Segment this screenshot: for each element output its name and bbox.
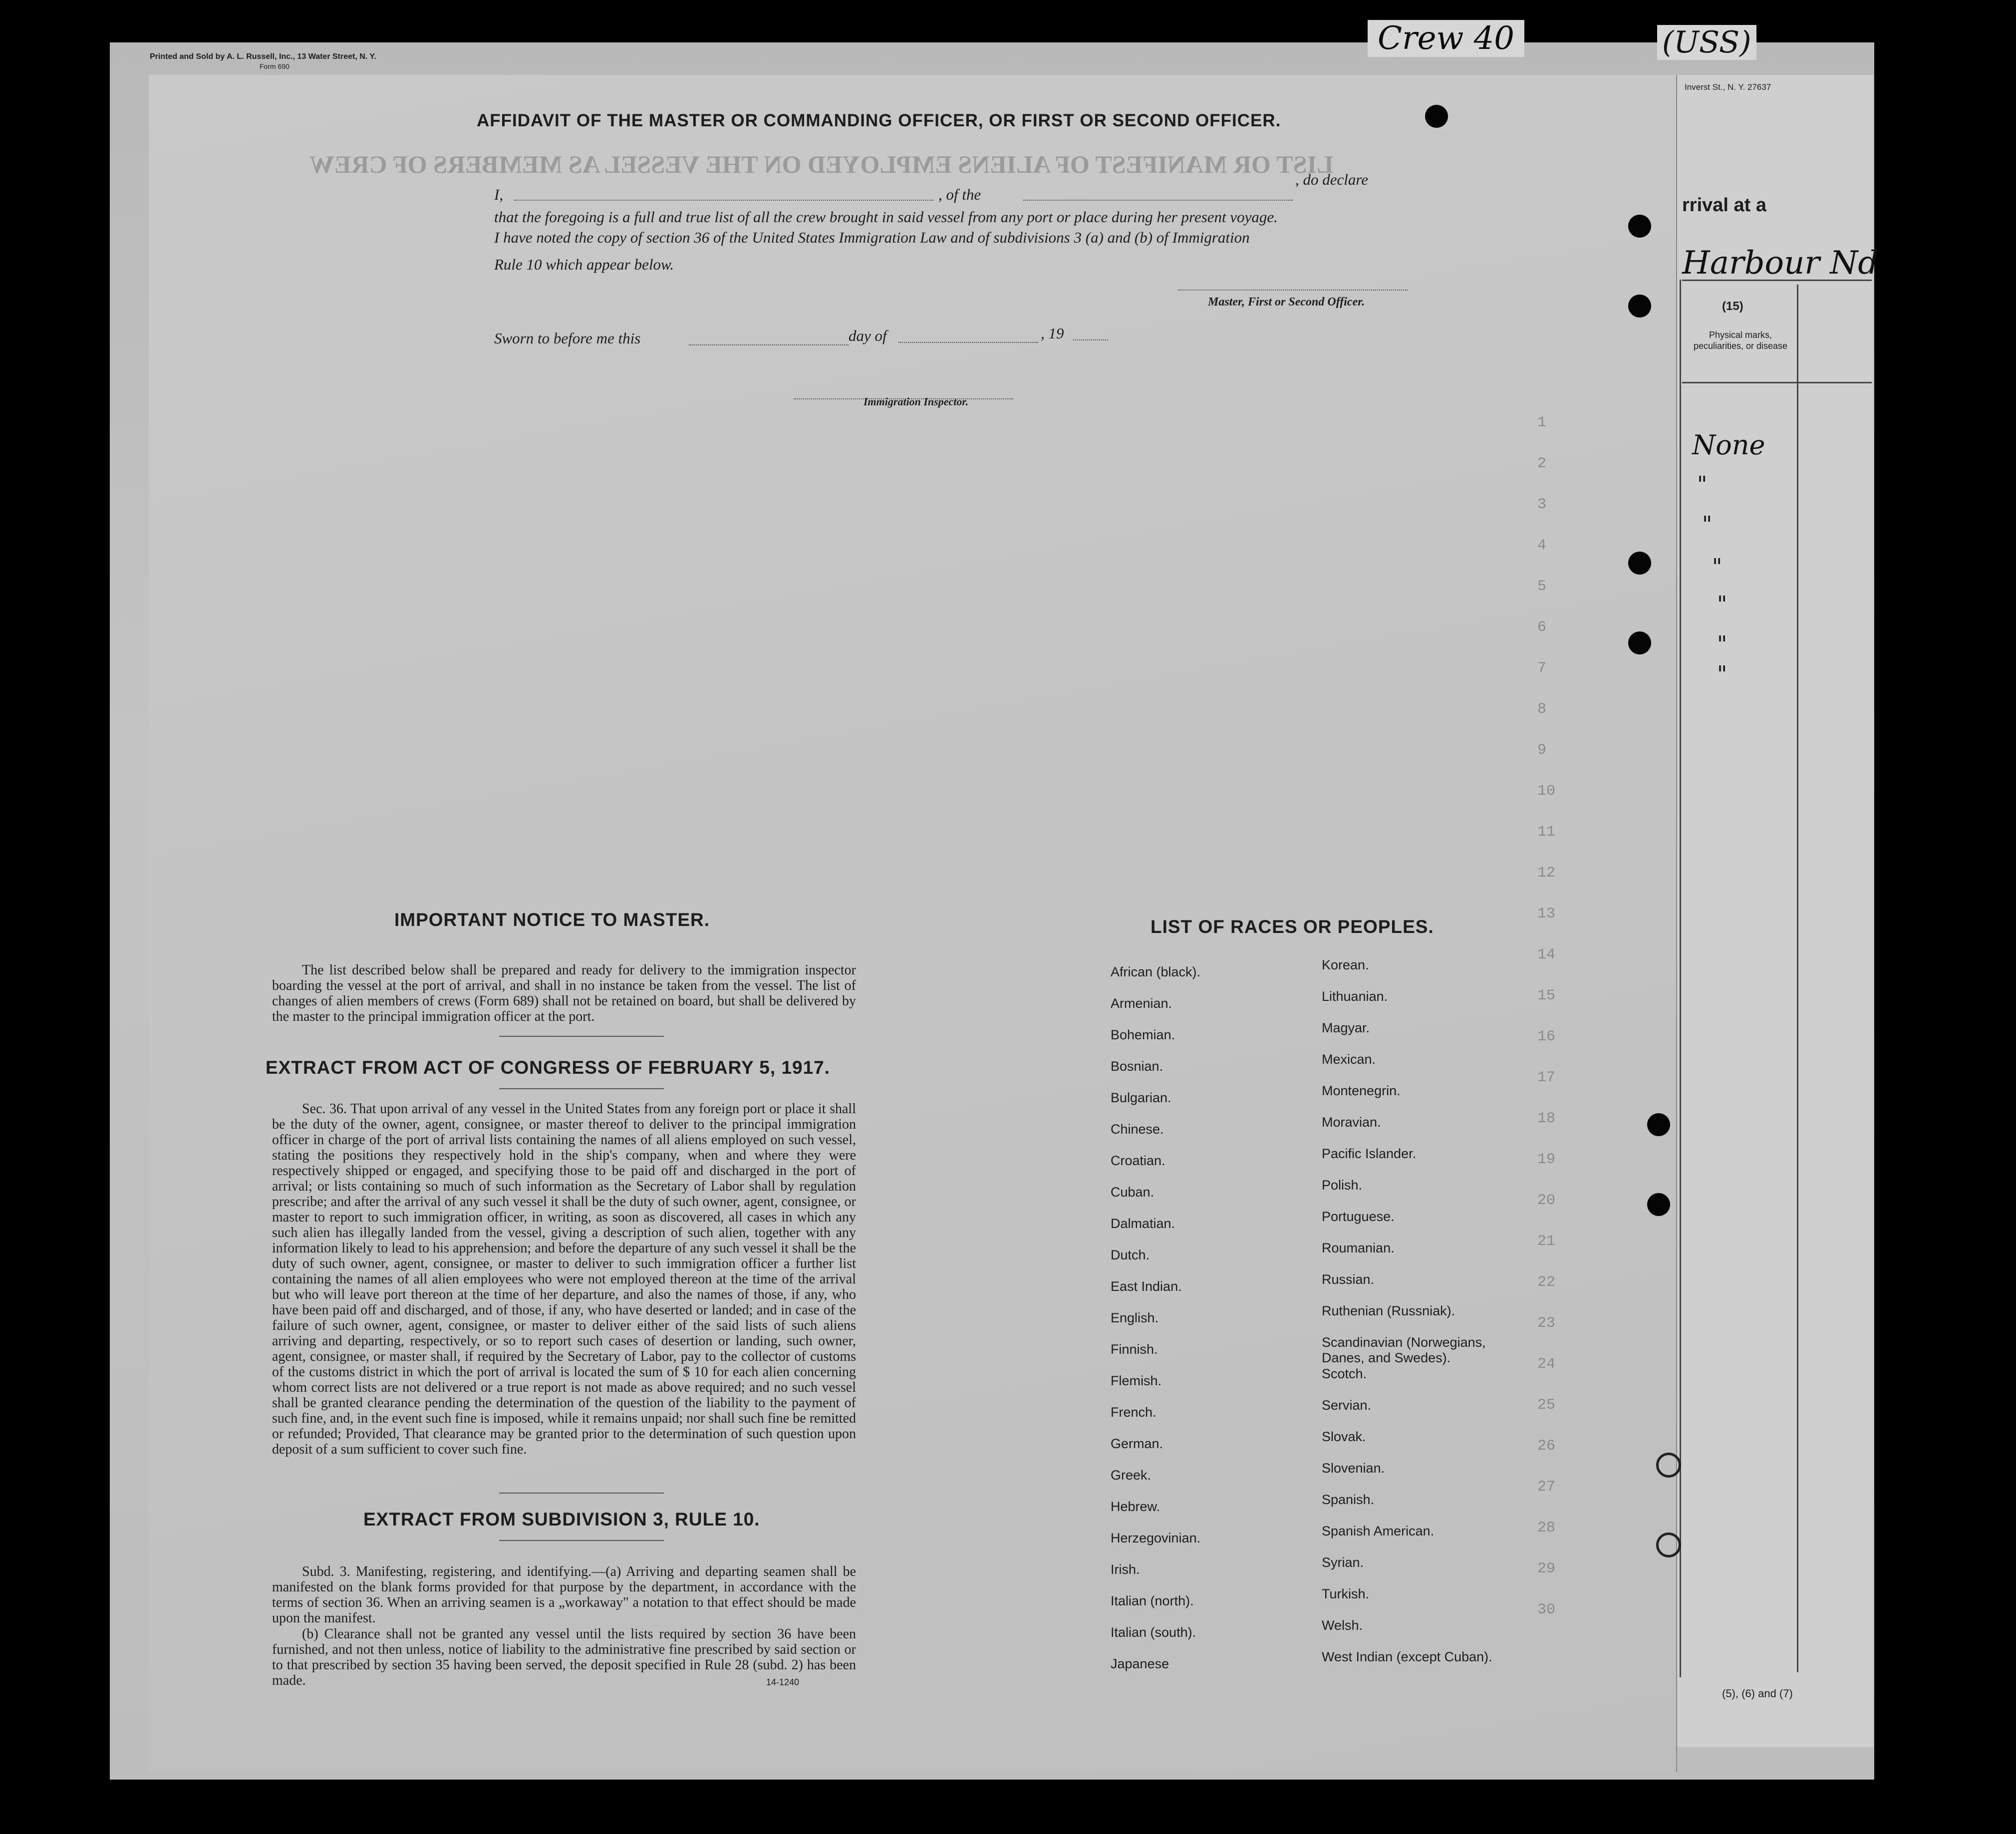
row-number: 28 [1537,1520,1556,1536]
ditto-mark: " [1697,472,1708,497]
races-left-column [1111,964,1300,1683]
row-number: 5 [1537,578,1547,595]
inspector-label: Immigration Inspector. [864,395,969,408]
extract-act-title: EXTRACT FROM ACT OF CONGRESS OF FEBRUARY 5, 1917. [266,1057,831,1078]
row-number: 12 [1537,865,1556,882]
divider [499,1036,664,1037]
race-item: Welsh. [1322,1618,1363,1633]
extract-act-text: Sec. 36. That upon arrival of any vessel in the United States from any foreign port or place it shall be the duty of the owner, agent, consignee, or master thereof to deliver to the principal immigration officer in charge of the port of arrival lists containing the names of all aliens employed on such vessel, stating the positions they respectively hold in the ship's company, when and where they were respectively shipped or engaged, and specifying those to be paid off and discharged in the port of arrival; or lists containing so much of such information as the Secretary of Labor shall by regulation prescribe; and after the arrival of any such vessel it shall be the duty of such owner, agent, consignee, or master to report to such immigration officer, in writing, as soon as discovered, all cases in which any such alien has illegally landed from the vessel, giving a description of such alien, together with any information likely to lead to his apprehension; and before the departure of any such vessel it shall be the duty of such owner, agent, consignee, or master to deliver to such immigration officer a further list containing the names of all alien employees who were not employed thereon at the time of the arrival but who will leave port thereon at the time of her departure, and also the names of those, if any, who have been paid off and discharged, and of those, if any, who have deserted or landed; and in case of the failure of such owner, agent, consignee, or master to deliver either of the said lists of such aliens arriving and departing, respectively, or so to report such cases of desertion or landing, such owner, agent, consignee, or master shall, if required by the Secretary of Labor, pay to the collector of customs of the customs district in which the port of arrival is located the sum of $ 10 for each alien concerning whom correct lists are not delivered or a true report is not made as above required; and no such vessel shall be granted clearance pending the determination of the question of the liability to the payment of such fine, and, in the event such fine is imposed, while it remains unpaid; nor shall such fine be remitted or refunded; Provided, That clearance may be granted prior to the determination of such question upon deposit of a sum sufficient to cover such fine. [272,1101,856,1457]
binder-ring [1656,1453,1681,1478]
row-number: 24 [1537,1356,1556,1373]
row-number: 19 [1537,1151,1556,1168]
race-item: Servian. [1322,1398,1372,1413]
month-blank[interactable] [898,342,1038,343]
race-item: Portuguese. [1322,1209,1395,1224]
affidavit-line-2: I have noted the copy of section 36 of the United States Immigration Law and of subdivisions 3 (a) and (b) of Immigration [494,229,1250,246]
race-item: Polish. [1322,1178,1363,1193]
binder-hole [1628,552,1651,575]
binder-hole [1628,631,1651,654]
race-item: Scandinavian (Norwegians, Danes, and Swedes). [1322,1335,1486,1365]
crew-count-handwriting: Crew 40 [1368,20,1524,57]
affidavit-line-3: Rule 10 which appear below. [494,256,674,273]
race-item: Croatian. [1111,1153,1165,1168]
race-item: German. [1111,1436,1163,1451]
race-item: Italian (south). [1111,1625,1196,1640]
row-number: 11 [1537,824,1556,841]
extract-rule-text-b: (b) Clearance shall not be granted any vessel until the lists required by section 36 have been furnished, and not then unless, notice of liability to the administrative fine prescribed by said section or to that prescribed by section 35 having been served, the deposit specified in Rule 28 (subd. 2) has been made. [272,1626,856,1688]
affidavit-do-declare: , do declare [1295,171,1369,188]
header-rule [1682,280,1872,281]
race-item: Bulgarian. [1111,1090,1171,1105]
row-number: 23 [1537,1315,1556,1332]
race-item: Ruthenian (Russniak). [1322,1303,1455,1318]
binder-hole [1647,1113,1670,1136]
race-item: Bohemian. [1111,1027,1175,1042]
binder-hole [1425,105,1448,128]
binder-hole [1628,215,1651,238]
row-number: 4 [1537,537,1547,554]
race-item: Dalmatian. [1111,1216,1175,1231]
race-item: Cuban. [1111,1185,1154,1200]
row-number: 30 [1537,1601,1556,1618]
binder-hole [1628,295,1651,317]
binder-hole [1647,1193,1670,1216]
divider [499,1088,664,1089]
row-number: 10 [1537,783,1556,800]
race-item: Moravian. [1322,1115,1381,1130]
day-of-label: day of [849,327,887,344]
race-item: Syrian. [1322,1555,1364,1570]
printer-right: Inverst St., N. Y. 27637 [1685,82,1771,92]
binder-ring [1656,1532,1681,1557]
master-signature-label: Master, First or Second Officer. [1208,296,1365,308]
race-item: Dutch. [1111,1247,1150,1262]
row-number: 22 [1537,1274,1556,1291]
divider [499,1540,664,1541]
race-item: Pacific Islander. [1322,1146,1417,1161]
race-item: East Indian. [1111,1279,1182,1294]
arrival-label: rrival at a [1682,195,1766,216]
ditto-mark: " [1717,661,1728,687]
race-item: Irish. [1111,1562,1140,1577]
column-line [1797,285,1798,1672]
row-number: 20 [1537,1192,1556,1209]
divider [499,1493,664,1494]
ditto-mark: " [1717,631,1728,657]
row-number: 25 [1537,1397,1556,1414]
race-item: Spanish American. [1322,1524,1435,1538]
affidavit-line-1: that the foregoing is a full and true list of all the crew brought in said vessel from any port or place during her present voyage. [494,208,1278,226]
row-number: 13 [1537,906,1556,922]
footer-columns: (5), (6) and (7) [1722,1687,1793,1700]
race-item: Bosnian. [1111,1059,1163,1074]
race-item: Finnish. [1111,1342,1158,1357]
race-item: Japanese [1111,1656,1169,1671]
sworn-label: Sworn to before me this [494,329,641,347]
vessel-blank[interactable] [1023,200,1293,201]
race-item: West Indian (except Cuban). [1322,1649,1492,1664]
race-item: Chinese. [1111,1122,1164,1137]
ditto-mark: " [1702,512,1713,537]
row-number: 16 [1537,1028,1556,1045]
row-number: 6 [1537,619,1547,636]
printer-line: Printed and Sold by A. L. Russell, Inc., 13 Water Street, N. Y. [150,52,376,61]
notice-title: IMPORTANT NOTICE TO MASTER. [394,910,710,930]
column-15-label: Physical marks, peculiarities, or disease [1693,330,1788,351]
race-item: Slovenian. [1322,1461,1385,1476]
row-number: 8 [1537,701,1547,718]
row-number: 2 [1537,455,1547,472]
race-item: French. [1111,1405,1156,1420]
race-item: Mexican. [1322,1052,1376,1067]
race-item: African (black). [1111,964,1201,979]
column-15-number: (15) [1722,300,1743,313]
ditto-mark: " [1712,554,1723,580]
race-item: Scotch. [1322,1366,1367,1381]
master-signature-line[interactable] [1178,290,1408,291]
race-item: Greek. [1111,1468,1152,1483]
form-code: 14-1240 [766,1677,800,1687]
name-blank[interactable] [514,200,933,201]
affidavit-of-the: , of the [938,186,981,203]
race-item: Magyar. [1322,1020,1370,1035]
row-number: 29 [1537,1560,1556,1577]
header-rule [1682,382,1872,383]
races-title: LIST OF RACES OR PEOPLES. [1151,917,1434,937]
row-number: 14 [1537,946,1556,963]
sworn-day-blank[interactable] [689,344,849,345]
race-item: Montenegrin. [1322,1083,1401,1098]
race-item: Russian. [1322,1272,1375,1287]
extract-rule-text-a: Subd. 3. Manifesting, registering, and identifying.—(a) Arriving and departing seamen shall be manifested on the blank forms provided for that purpose by the department, in accordance with the terms of section 36. When an arriving seamen is a „workaway" a notation to that effect should be made upon the manifest. [272,1564,856,1626]
affidavit-title: AFFIDAVIT OF THE MASTER OR COMMANDING OFFICER, OR FIRST OR SECOND OFFICER. [477,111,1281,130]
race-item: Flemish. [1111,1373,1162,1388]
race-item: Herzegovinian. [1111,1530,1201,1545]
row-number: 21 [1537,1233,1556,1250]
row-number: 17 [1537,1069,1556,1086]
race-item: Turkish. [1322,1586,1370,1601]
race-item: English. [1111,1310,1159,1325]
row-number: 26 [1537,1438,1556,1455]
row-number: 27 [1537,1479,1556,1496]
race-item: Italian (north). [1111,1593,1194,1608]
year-blank[interactable] [1073,339,1108,340]
races-right-column [1322,957,1531,1686]
row-number: 9 [1537,742,1547,759]
race-item: Korean. [1322,957,1369,972]
year-label: , 19 [1041,324,1064,342]
none-handwriting: None [1692,429,1765,461]
race-item: Armenian. [1111,996,1172,1011]
tag-handwriting: (USS) [1657,25,1756,60]
race-item: Lithuanian. [1322,989,1388,1004]
race-item: Roumanian. [1322,1240,1395,1255]
race-item: Hebrew. [1111,1499,1160,1514]
ditto-mark: " [1717,592,1728,617]
form-number: Form 690 [260,62,289,70]
row-number: 7 [1537,660,1547,677]
race-item: Slovak. [1322,1429,1366,1444]
notice-text: The list described below shall be prepared and ready for delivery to the immigration inspector boarding the vessel at the port of arrival, and shall in no instance be taken from the vessel. The list of changes of alien members of crews (Form 689) shall not be retained on board, but shall be delivered by the master to the principal immigration officer at the port. [272,962,856,1024]
port-handwriting: Harbour Nd [1682,245,1879,282]
row-number: 1 [1537,414,1547,431]
row-number: 15 [1537,987,1556,1004]
row-number: 18 [1537,1110,1556,1127]
race-item: Spanish. [1322,1492,1375,1507]
row-number: 3 [1537,496,1547,513]
affidavit-i: I, [494,186,504,203]
bleed-through-title: LIST OR MANIFEST OF ALIENS EMPLOYED ON THE VESSEL AS MEMBERS OF CREW [309,150,1334,178]
extract-rule-title: EXTRACT FROM SUBDIVISION 3, RULE 10. [363,1509,760,1529]
